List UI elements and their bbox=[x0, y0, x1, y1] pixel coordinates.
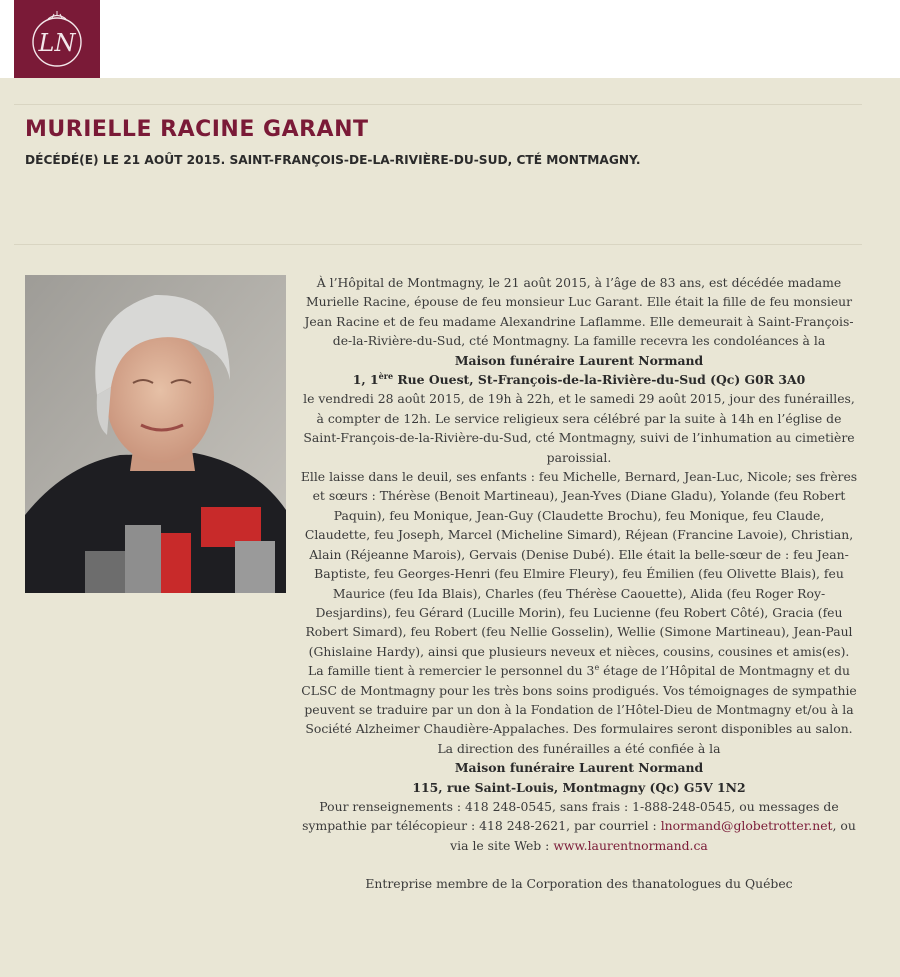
website-link[interactable]: www.laurentnormand.ca bbox=[553, 837, 708, 853]
email-link[interactable]: lnormand@globetrotter.net bbox=[660, 818, 833, 834]
logo-letters: LN bbox=[38, 29, 76, 57]
deceased-name: MURIELLE RACINE GARANT bbox=[25, 117, 369, 142]
family-text: Elle laisse dans le deuil, ses enfants : feu Michelle, Bernard, Jean-Luc, Nicole; ses frères et sœurs : Thérèse (Benoit Martineau), Jean-Yves (Diane Gladu), Yolande (feu Robert Paquin), feu Monique, Jean-Guy (Claudette Brochu), feu Monique, feu Claude, Claudette, feu Joseph, Marcel (Micheline Simard), Réjean (Francine Lavoie), Christian, Alain (Réjeanne Marois), Gervais (Denise Dubé). Elle était la belle-sœur de : feu Jean-Baptiste, feu Georges-Henri (feu Elmire Fleury), feu Émilien (feu Olivette Blais), feu Maurice (feu Ida Blais), Charles (feu Thérèse Caouette), Alida (feu Roger Roy-Desjardins), feu Gérard (Lucille Morin), feu Lucienne (feu Robert Côté), Gracia (feu Robert Simard), feu Robert (feu Nellie Gosselin), Wellie (Simone Martineau), Jean-Paul (Ghislaine Hardy), ainsi que plusieurs neveux et nièces, cousins, cousines et amis(es). La famille tient à remercier le personnel du 3 bbox=[300, 469, 858, 679]
contact-text: Pour renseignements : 418 248-0545, sans frais : 1-888-248-0545, ou messages de sympathie par télécopieur : 418 248-2621, par courriel : bbox=[302, 798, 839, 834]
logo[interactable] bbox=[14, 0, 100, 78]
address-superscript: ère bbox=[378, 370, 394, 381]
address-part: Rue Ouest, St-François-de-la-Rivière-du-Sud (Qc) G0R 3A0 bbox=[393, 372, 806, 388]
portrait-photo bbox=[25, 275, 286, 593]
divider-bottom bbox=[14, 244, 862, 245]
visitation-paragraph: le vendredi 28 août 2015, de 19h à 22h, et le samedi 29 août 2015, jour des funérailles, à compter de 12h. Le service religieux sera célébré par la suite à 14h en l’église de Saint-François-de-la-Rivière-du-Sud, cté Montmagny, suivi de l’inhumation au cimetière paroissial. bbox=[303, 391, 855, 465]
funeral-home-address bbox=[353, 372, 805, 387]
obituary-text bbox=[300, 273, 858, 894]
spacer bbox=[300, 855, 858, 874]
divider-top bbox=[14, 104, 862, 105]
ln-monogram-icon bbox=[22, 6, 92, 72]
contact-paragraph bbox=[300, 797, 858, 855]
death-details: DÉCÉDÉ(E) LE 21 AOÛT 2015. SAINT-FRANÇOIS-DE-LA-RIVIÈRE-DU-SUD, CTÉ MONTMAGNY. bbox=[25, 153, 641, 167]
header-bar bbox=[0, 0, 900, 78]
family-text: étage de l’Hôpital de Montmagny et du CLSC de Montmagny pour les très bons soins prodigués. Vos témoignages de sympathie peuvent se traduire par un don à la Fondation de l’Hôtel-Dieu de Montmagny et/ou à la Société Alzheimer Chaudière-Appalaches. Des formulaires seront disponibles au salon. La direction des funérailles a été confiée à la bbox=[301, 663, 857, 756]
address-part: 1, 1 bbox=[352, 372, 379, 388]
family-paragraph bbox=[300, 467, 858, 758]
floor-superscript: e bbox=[594, 663, 600, 672]
funeral-home-name-2: Maison funéraire Laurent Normand bbox=[454, 760, 704, 776]
intro-paragraph: À l’Hôpital de Montmagny, le 21 août 2015, à l’âge de 83 ans, est décédée madame Murielle Racine, épouse de feu monsieur Luc Garant. Elle était la fille de feu monsieur Jean Racine et de feu madame Alexandrine Laflamme. Elle demeurait à Saint-François-de-la-Rivière-du-Sud, cté Montmagny. La famille recevra les condoléances à la bbox=[304, 275, 854, 349]
funeral-home-address-2: 115, rue Saint-Louis, Montmagny (Qc) G5V 1N2 bbox=[412, 779, 746, 795]
web-text: , ou via le site Web : bbox=[450, 818, 856, 853]
membership-footer: Entreprise membre de la Corporation des thanatologues du Québec bbox=[365, 876, 793, 892]
funeral-home-name: Maison funéraire Laurent Normand bbox=[454, 352, 704, 368]
